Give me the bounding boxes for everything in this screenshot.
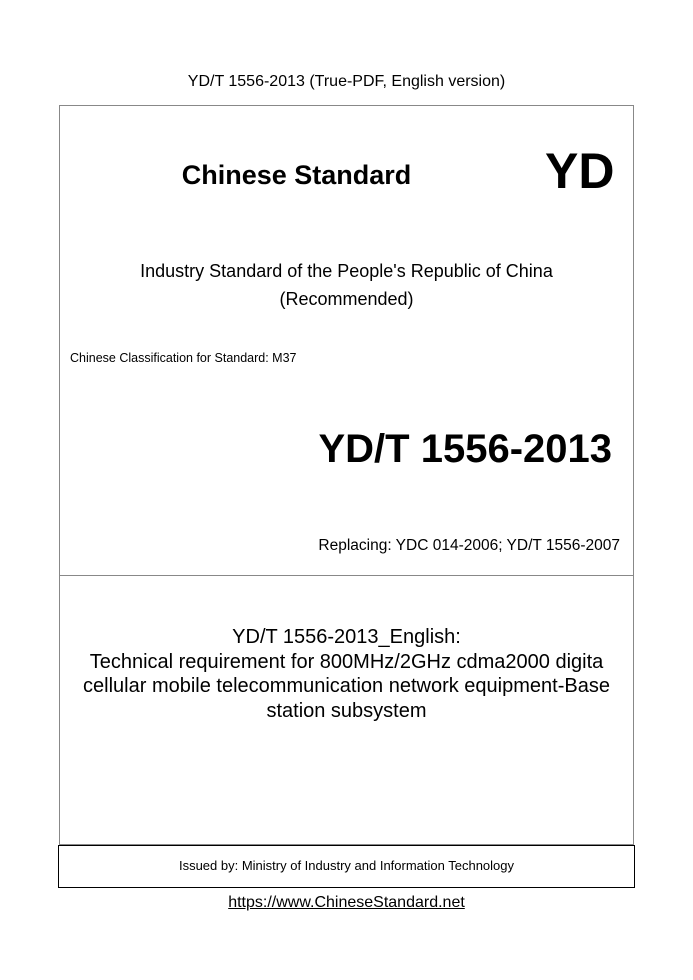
issuer-box bbox=[58, 845, 635, 888]
section-divider bbox=[59, 575, 634, 576]
issuer-text: Issued by: Ministry of Industry and Information Technology bbox=[178, 858, 515, 873]
standard-label: Chinese Standard bbox=[181, 160, 412, 190]
website-link[interactable]: https://www.ChineseStandard.net bbox=[228, 894, 465, 911]
footer bbox=[0, 893, 693, 913]
title-line-3: cellular mobile telecommunication network equipment-Base bbox=[83, 675, 610, 697]
cover-frame bbox=[59, 105, 634, 845]
standard-code-mark: YD bbox=[545, 143, 615, 199]
standard-number: YD/T 1556-2013 bbox=[318, 427, 612, 471]
replacing-text: Replacing: YDC 014-2006; YD/T 1556-2007 bbox=[318, 537, 620, 554]
title-line-4: station subsystem bbox=[266, 699, 427, 722]
subtitle-line-1: Industry Standard of the People's Republic of China bbox=[140, 261, 553, 281]
document-header: YD/T 1556-2013 (True-PDF, English version) bbox=[187, 73, 506, 90]
document-title bbox=[59, 625, 634, 723]
title-line-2: Technical requirement for 800MHz/2GHz cdma2000 digita bbox=[89, 650, 604, 673]
classification-text: Chinese Classification for Standard: M37 bbox=[70, 351, 297, 365]
subtitle-line-2: (Recommended) bbox=[279, 289, 414, 309]
title-line-1: YD/T 1556-2013_English: bbox=[232, 626, 461, 648]
